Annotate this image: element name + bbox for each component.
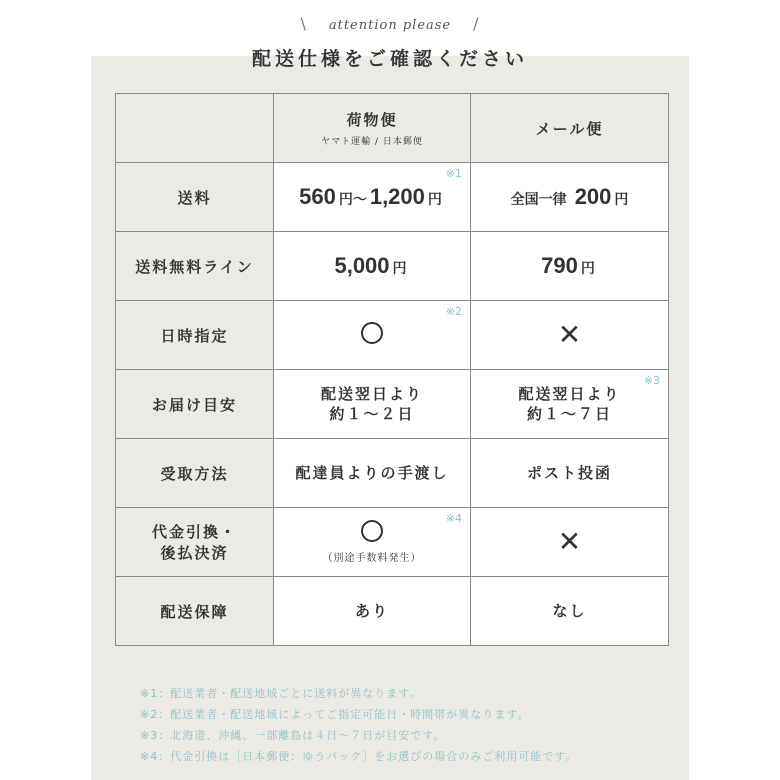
table-row — [116, 301, 669, 370]
note-marker: ※1 — [445, 167, 462, 180]
row-label-date-spec: 日時指定 — [116, 301, 274, 370]
row-label-free-line: 送料無料ライン — [116, 232, 274, 301]
footnotes — [140, 683, 577, 767]
page-title: 配送仕様をご確認ください — [251, 48, 528, 70]
receipt-mail: ポスト投函 — [471, 439, 669, 508]
row-label-insurance: 配送保障 — [116, 577, 274, 646]
row-label-shipping: 送料 — [116, 163, 274, 232]
parcel-carriers: ヤマト運輸 / 日本郵便 — [321, 137, 423, 147]
right-slash-deco: / — [473, 14, 480, 33]
note-marker: ※2 — [445, 305, 462, 318]
footnote-4: ※4：代金引換は［日本郵便：ゆうパック］をお選びの場合のみご利用可能です。 — [140, 750, 578, 763]
header-mail — [471, 94, 669, 163]
table-row — [116, 370, 669, 439]
row-label-receipt: 受取方法 — [116, 439, 274, 508]
attention-text: attention please — [328, 18, 452, 33]
date-spec-mail — [471, 301, 669, 370]
parcel-name: 荷物便 — [346, 111, 398, 129]
header-empty-cell — [116, 94, 274, 163]
cross-icon: ✕ — [557, 318, 582, 351]
table-header-row — [116, 94, 669, 163]
mail-name: メール便 — [535, 119, 604, 138]
receipt-parcel: 配達員よりの手渡し — [274, 439, 471, 508]
table-row — [116, 508, 669, 577]
table-row — [116, 163, 669, 232]
footnote-2: ※2：配送業者・配送地域によってご指定可能日・時間帯が異なります。 — [140, 708, 530, 721]
table-row — [116, 439, 669, 508]
table-row — [116, 232, 669, 301]
date-spec-parcel — [274, 301, 471, 370]
circle-icon — [361, 322, 383, 344]
footnote-1: ※1：配送業者・配送地域ごとに送料が異なります。 — [140, 687, 422, 700]
left-slash-deco: \ — [300, 14, 307, 33]
attention-heading — [0, 14, 780, 33]
shipping-spec-table — [115, 93, 669, 646]
note-marker: ※4 — [445, 512, 462, 525]
insurance-mail: なし — [471, 577, 669, 646]
row-label-eta: お届け目安 — [116, 370, 274, 439]
row-label-cod: 代金引換・ 後払決済 — [116, 508, 274, 577]
shipping-mail: 全国一律 200 円 — [471, 163, 669, 232]
table-row — [116, 577, 669, 646]
circle-icon — [361, 520, 383, 542]
shipping-parcel: ※1 560 円～ 1,200 円 — [274, 163, 471, 232]
cross-icon: ✕ — [557, 525, 582, 558]
header-parcel — [274, 94, 471, 163]
free-line-parcel: 5,000 円 — [274, 232, 471, 301]
insurance-parcel: あり — [274, 577, 471, 646]
free-line-mail: 790 円 — [471, 232, 669, 301]
footnote-3: ※3：北海道、沖縄、一部離島は４日～７日が目安です。 — [140, 729, 446, 742]
eta-parcel: 配送翌日より 約１～２日 — [274, 370, 471, 439]
eta-mail: ※3 配送翌日より 約１～７日 — [471, 370, 669, 439]
cod-parcel: ※4 （別途手数料発生） — [274, 508, 471, 577]
note-marker: ※3 — [643, 374, 660, 387]
cod-mail — [471, 508, 669, 577]
